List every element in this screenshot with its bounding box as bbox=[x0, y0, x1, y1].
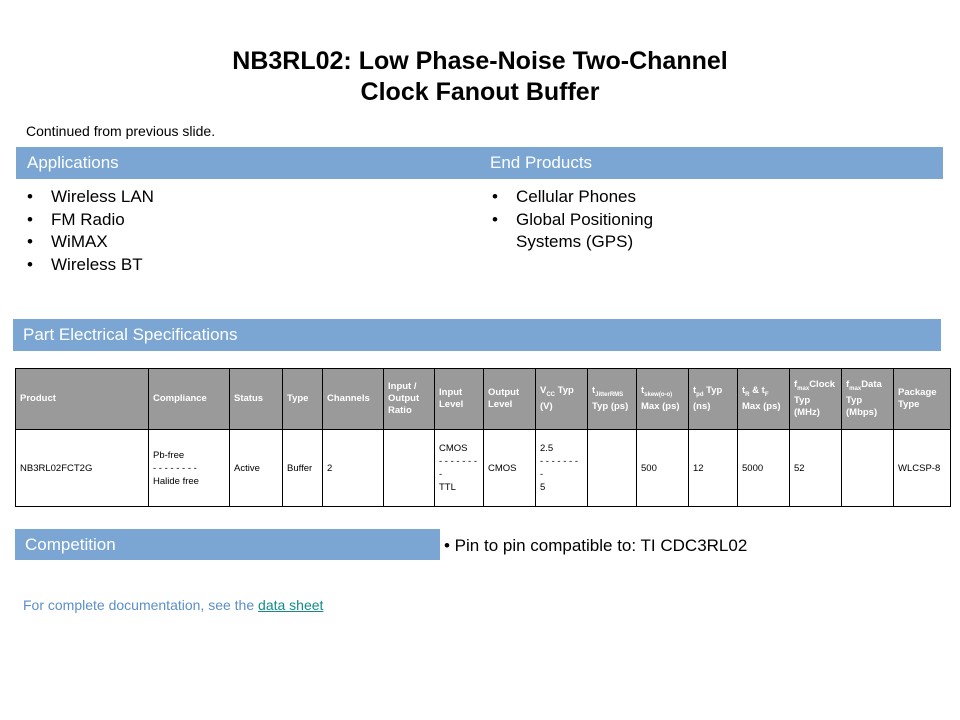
cell-fmax-data bbox=[842, 430, 894, 507]
col-product: Product bbox=[16, 369, 149, 430]
table-row bbox=[16, 430, 951, 507]
cell-compliance: Pb-free - - - - - - - - Halide free bbox=[149, 430, 230, 507]
cell-channels: 2 bbox=[323, 430, 384, 507]
col-tpd: $t_{pd}$ Typ (ns) bbox=[689, 369, 738, 430]
cell-type: Buffer bbox=[283, 430, 323, 507]
cell-package: WLCSP-8 bbox=[894, 430, 951, 507]
col-trtf: $t_R$ & $t_F$ Max (ps) bbox=[738, 369, 790, 430]
col-type: Type bbox=[283, 369, 323, 430]
specs-header: Part Electrical Specifications bbox=[23, 325, 238, 344]
list-item: • Cellular Phones bbox=[490, 186, 690, 209]
applications-list bbox=[25, 186, 445, 276]
continued-note: Continued from previous slide. bbox=[26, 123, 216, 139]
col-io-ratio: Input / Output Ratio bbox=[384, 369, 435, 430]
cell-input-level: CMOS - - - - - - - - TTL bbox=[435, 430, 484, 507]
cell-tjitter bbox=[588, 430, 637, 507]
col-input-level: Input Level bbox=[435, 369, 484, 430]
cell-io-ratio bbox=[384, 430, 435, 507]
col-compliance: Compliance bbox=[149, 369, 230, 430]
col-package: Package Type bbox=[894, 369, 951, 430]
cell-trtf: 5000 bbox=[738, 430, 790, 507]
list-item: • WiMAX bbox=[25, 231, 445, 254]
competition-bar bbox=[15, 529, 440, 560]
col-channels: Channels bbox=[323, 369, 384, 430]
title-line-2: Clock Fanout Buffer bbox=[360, 78, 600, 106]
cell-product: NB3RL02FCT2G bbox=[16, 430, 149, 507]
title-line-1: NB3RL02: Low Phase-Noise Two-Channel bbox=[232, 47, 728, 75]
documentation-footnote bbox=[23, 597, 323, 613]
cell-fmax-clock: 52 bbox=[790, 430, 842, 507]
cell-tpd: 12 bbox=[689, 430, 738, 507]
footnote-text: For complete documentation, see the bbox=[23, 597, 259, 613]
applications-end-products-bar bbox=[16, 147, 943, 179]
col-tjitter: $t_{JitterRMS}$ Typ (ps) bbox=[588, 369, 637, 430]
slide-title bbox=[0, 46, 960, 108]
end-products-list bbox=[490, 186, 690, 254]
competition-header: Competition bbox=[25, 535, 116, 554]
list-item: • Global Positioning Systems (GPS) bbox=[490, 209, 690, 254]
end-products-header: End Products bbox=[490, 153, 593, 172]
col-vcc: $V_{CC}$ Typ (V) bbox=[536, 369, 588, 430]
specs-table bbox=[15, 368, 951, 507]
cell-output-level: CMOS bbox=[484, 430, 536, 507]
specs-bar bbox=[13, 319, 941, 351]
table-header-row bbox=[16, 369, 951, 430]
list-item: • Wireless LAN bbox=[25, 186, 445, 209]
applications-header: Applications bbox=[27, 153, 119, 172]
list-item: • Wireless BT bbox=[25, 254, 445, 277]
list-item: • FM Radio bbox=[25, 209, 445, 232]
data-sheet-link[interactable]: data sheet bbox=[258, 597, 324, 613]
col-output-level: Output Level bbox=[484, 369, 536, 430]
cell-vcc: 2.5 - - - - - - - - 5 bbox=[536, 430, 588, 507]
cell-tskew: 500 bbox=[637, 430, 689, 507]
cell-status: Active bbox=[230, 430, 283, 507]
competition-note: • Pin to pin compatible to: TI CDC3RL02 bbox=[444, 536, 748, 555]
col-fmax-data: $f_{max}Data$ Typ (Mbps) bbox=[842, 369, 894, 430]
col-tskew: $t_{skew(o-o)}$ Max (ps) bbox=[637, 369, 689, 430]
col-fmax-clock: $f_{max}Clock$ Typ (MHz) bbox=[790, 369, 842, 430]
col-status: Status bbox=[230, 369, 283, 430]
